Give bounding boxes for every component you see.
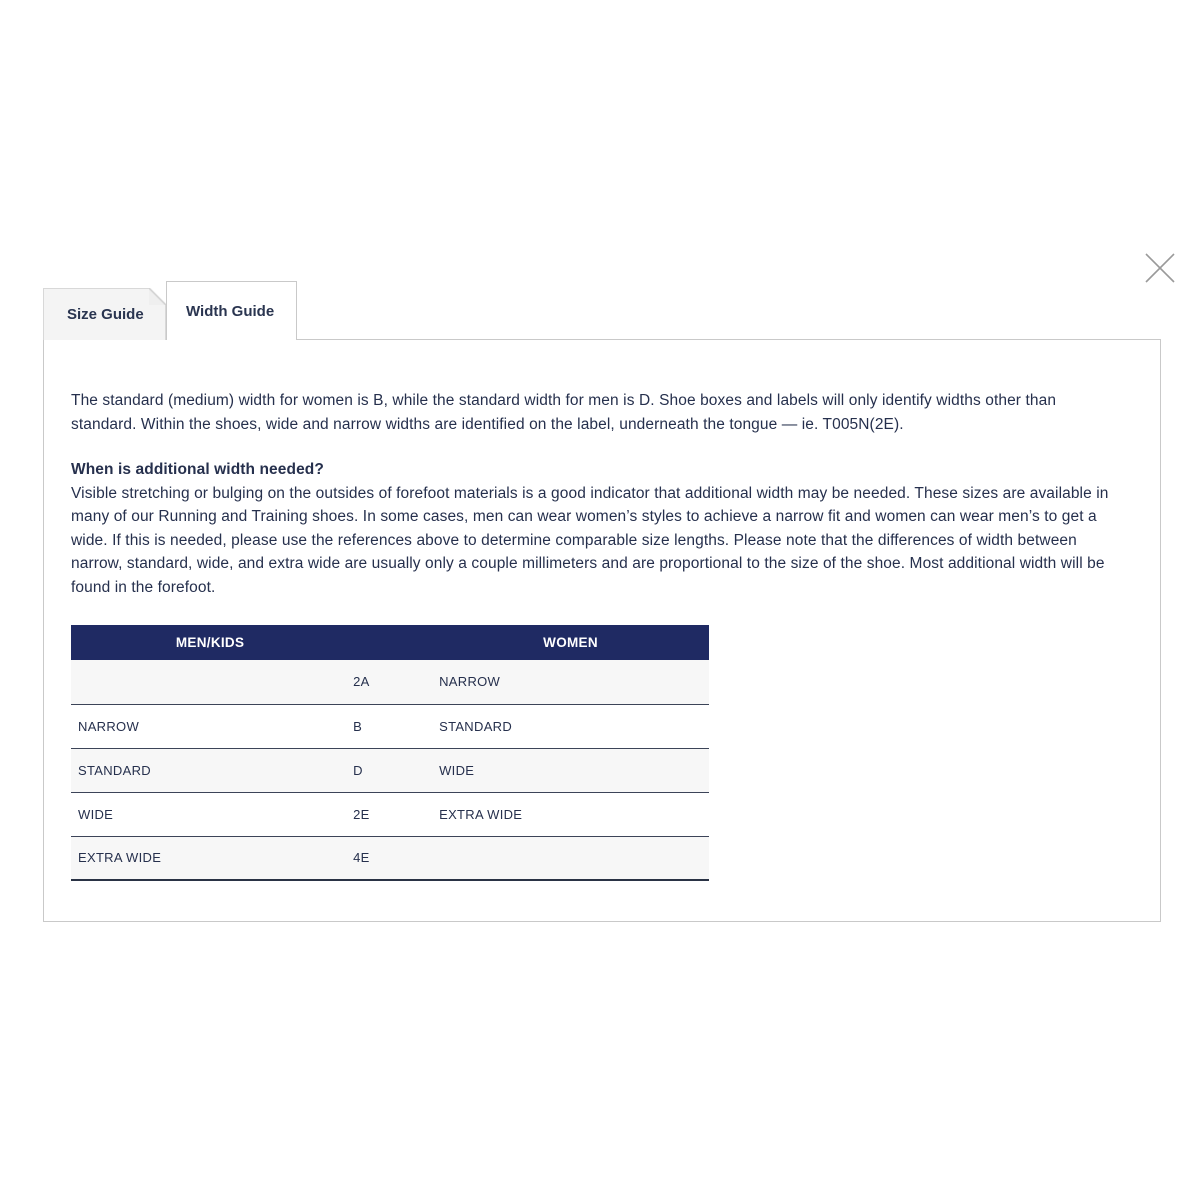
tab-width-guide[interactable] <box>166 281 297 340</box>
width-table-cell-code: B <box>349 704 432 748</box>
width-table-cell-code: 2E <box>349 792 432 836</box>
width-table-cell-code: D <box>349 748 432 792</box>
tab-size-guide[interactable] <box>43 288 166 340</box>
tab-width-guide-label: Width Guide <box>186 302 275 320</box>
close-button[interactable] <box>1142 250 1178 286</box>
width-table-cell-code: 4E <box>349 836 432 880</box>
width-table-row <box>71 660 709 704</box>
width-table-row <box>71 836 709 880</box>
tab-size-guide-label: Size Guide <box>67 306 144 323</box>
width-table-cell-men: EXTRA WIDE <box>71 836 349 880</box>
width-table-row <box>71 748 709 792</box>
question-heading: When is additional width needed? <box>71 461 324 478</box>
width-table-cell-men: WIDE <box>71 792 349 836</box>
width-table-header <box>71 625 709 660</box>
answer-paragraph: Visible stretching or bulging on the outsides of forefoot materials is a good indicator that additional width may be needed. These sizes are available in many of our Running and Training shoes. In some cases, men can wear women’s styles to achieve a narrow fit and women can wear men’s to get a wide. If this is needed, please use the references above to determine comparable size lengths. Please note that the differences of width between narrow, standard, wide, and extra wide are usually only a couple millimeters and are proportional to the size of the shoe. Most additional width will be found in the forefoot. <box>71 484 1109 596</box>
width-guide-panel <box>43 339 1161 922</box>
guide-tabs <box>43 281 297 340</box>
width-table-cell-women: NARROW <box>432 660 709 704</box>
width-table-cell-men <box>71 660 349 704</box>
intro-paragraph: The standard (medium) width for women is B, while the standard width for men is D. Shoe boxes and labels will only identify widths other than standard. Within the shoes, wide and narrow widths are identified on the label, underneath the tongue — ie. T005N(2E). <box>71 392 1057 433</box>
width-table <box>71 625 709 881</box>
width-table-cell-women: STANDARD <box>432 704 709 748</box>
width-table-header-women: WOMEN <box>432 625 709 660</box>
width-table-cell-women: EXTRA WIDE <box>432 792 709 836</box>
width-table-cell-women: WIDE <box>432 748 709 792</box>
width-table-row <box>71 792 709 836</box>
width-table-row <box>71 704 709 748</box>
width-table-header-spacer <box>349 625 432 660</box>
width-table-header-men-kids: MEN/KIDS <box>71 625 349 660</box>
width-table-cell-code: 2A <box>349 660 432 704</box>
width-table-cell-men: STANDARD <box>71 748 349 792</box>
width-table-body <box>71 660 709 880</box>
close-icon <box>1142 250 1178 286</box>
width-table-cell-men: NARROW <box>71 704 349 748</box>
width-table-cell-women <box>432 836 709 880</box>
